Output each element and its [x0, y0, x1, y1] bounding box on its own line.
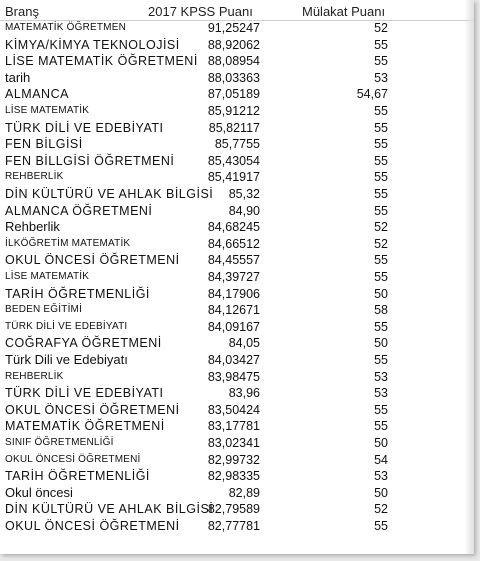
table-row[interactable] [0, 418, 474, 435]
table-row[interactable] [0, 252, 474, 269]
cell-brans[interactable]: ALMANCA ÖĞRETMENİ [5, 203, 153, 218]
cell-brans[interactable]: Rehberlik [5, 219, 60, 235]
cell-mulakat[interactable]: 58 [374, 303, 388, 318]
table-header [0, 3, 474, 20]
cell-brans[interactable]: DİN KÜLTÜRÜ VE AHLAK BİLGİSİ [5, 187, 214, 201]
cell-kpss[interactable]: 84,12671 [207, 303, 260, 318]
cell-mulakat[interactable]: 55 [374, 37, 388, 52]
table-row[interactable] [0, 402, 474, 419]
cell-brans[interactable]: MATEMATİK ÖĞRETMENİ [5, 419, 165, 434]
cell-kpss[interactable]: 85,82117 [208, 120, 260, 135]
cell-kpss[interactable]: 83,96 [228, 386, 260, 401]
cell-kpss[interactable]: 85,91212 [207, 104, 260, 118]
cell-kpss[interactable]: 84,90 [228, 203, 260, 218]
cell-mulakat[interactable]: 55 [374, 253, 388, 268]
cell-brans[interactable]: BEDEN EĞİTİMİ [5, 304, 83, 316]
cell-kpss[interactable]: 88,03363 [207, 70, 260, 85]
cell-mulakat[interactable]: 52 [374, 220, 388, 235]
cell-kpss[interactable]: 91,25247 [207, 21, 260, 35]
cell-brans[interactable]: OKUL ÖNCESİ ÖĞRETMENİ [5, 402, 180, 417]
table-row[interactable] [0, 136, 474, 153]
cell-brans[interactable]: LİSE MATEMATİK ÖĞRETMENİ [5, 54, 198, 69]
table-row[interactable] [0, 86, 474, 103]
cell-brans[interactable]: TÜRK DİLİ VE EDEBİYATI [5, 320, 128, 332]
cell-kpss[interactable]: 88,08954 [207, 54, 260, 69]
cell-brans[interactable]: İLKÖĞRETİM MATEMATİK [5, 237, 131, 249]
cell-mulakat[interactable]: 55 [374, 187, 388, 201]
table-row[interactable] [0, 485, 474, 502]
cell-mulakat[interactable]: 55 [374, 120, 388, 135]
cell-kpss[interactable]: 84,39727 [207, 270, 260, 284]
cell-mulakat[interactable]: 54 [374, 452, 388, 467]
cell-brans[interactable]: ALMANCA [5, 87, 69, 102]
table-row[interactable] [0, 70, 474, 87]
cell-kpss[interactable]: 84,45557 [207, 253, 260, 268]
table-row[interactable] [0, 319, 474, 336]
table-row[interactable] [0, 103, 474, 120]
cell-mulakat[interactable]: 52 [374, 236, 388, 251]
table-row[interactable] [0, 269, 474, 286]
cell-brans[interactable]: TARİH ÖĞRETMENLİĞİ [5, 286, 150, 301]
cell-mulakat[interactable]: 55 [374, 353, 388, 367]
cell-mulakat[interactable]: 50 [374, 436, 388, 450]
cell-mulakat[interactable]: 50 [374, 336, 388, 351]
cell-mulakat[interactable]: 55 [374, 54, 388, 69]
cell-brans[interactable]: TÜRK DİLİ VE EDEBİYATI [5, 120, 164, 135]
cell-kpss[interactable]: 88,92062 [207, 37, 260, 52]
cell-kpss[interactable]: 85,32 [228, 187, 260, 201]
cell-kpss[interactable]: 85,7755 [214, 137, 260, 152]
cell-brans[interactable]: OKUL ÖNCESİ ÖĞRETMENİ [5, 519, 180, 533]
cell-mulakat[interactable]: 55 [374, 170, 388, 185]
cell-mulakat[interactable]: 55 [374, 519, 388, 533]
table-row[interactable] [0, 20, 474, 37]
cell-kpss[interactable]: 82,98335 [207, 469, 260, 484]
cell-kpss[interactable]: 83,98475 [207, 369, 260, 384]
table-row[interactable] [0, 153, 474, 170]
table-row[interactable] [0, 369, 474, 386]
cell-mulakat[interactable]: 55 [374, 419, 388, 434]
cell-kpss[interactable]: 82,89 [228, 485, 260, 500]
cell-mulakat[interactable]: 55 [374, 319, 388, 334]
cell-kpss[interactable]: 87,05189 [207, 87, 260, 102]
cell-brans[interactable]: REHBERLİK [5, 370, 64, 382]
cell-mulakat[interactable]: 55 [374, 153, 388, 168]
cell-brans[interactable]: REHBERLİK [5, 171, 64, 183]
cell-brans[interactable]: FEN BİLLGİSİ ÖĞRETMENİ [5, 153, 175, 168]
cell-mulakat[interactable]: 55 [374, 270, 388, 284]
table-row[interactable] [0, 385, 474, 402]
column-header-brans[interactable]: Branş [5, 4, 39, 19]
cell-mulakat[interactable]: 52 [374, 21, 388, 35]
cell-brans[interactable]: Okul öncesi [5, 484, 73, 500]
cell-mulakat[interactable]: 55 [374, 203, 388, 218]
cell-brans[interactable]: KİMYA/KİMYA TEKNOLOJİSİ [5, 37, 180, 52]
table-row[interactable] [0, 53, 474, 70]
table-row[interactable] [0, 169, 474, 186]
cell-mulakat[interactable]: 53 [374, 70, 388, 85]
cell-brans[interactable]: OKUL ÖNCESİ ÖĞRETMENİ [5, 453, 141, 465]
table-row[interactable] [0, 236, 474, 253]
table-row[interactable] [0, 352, 474, 369]
cell-kpss[interactable]: 84,66512 [207, 236, 260, 251]
cell-mulakat[interactable]: 50 [374, 485, 388, 500]
table-row[interactable] [0, 219, 474, 236]
cell-kpss[interactable]: 82,79589 [207, 502, 260, 517]
column-header-kpss[interactable]: 2017 KPSS Puanı [148, 4, 253, 19]
cell-brans[interactable]: LİSE MATEMATİK [5, 271, 90, 282]
cell-kpss[interactable]: 84,03427 [207, 353, 260, 367]
cell-kpss[interactable]: 84,09167 [207, 319, 260, 334]
cell-brans[interactable]: tarih [5, 69, 31, 85]
cell-mulakat[interactable]: 54,67 [356, 87, 388, 102]
cell-kpss[interactable]: 83,17781 [207, 419, 260, 434]
column-header-mulakat[interactable]: Mülakat Puanı [302, 4, 386, 19]
table-row[interactable] [0, 435, 474, 452]
cell-mulakat[interactable]: 55 [374, 402, 388, 417]
cell-kpss[interactable]: 83,02341 [207, 436, 260, 450]
table-row[interactable] [0, 518, 474, 535]
cell-mulakat[interactable]: 53 [374, 386, 388, 401]
cell-mulakat[interactable]: 53 [374, 469, 388, 484]
cell-kpss[interactable]: 82,99732 [207, 452, 260, 467]
cell-mulakat[interactable]: 52 [374, 502, 388, 517]
table-row[interactable] [0, 120, 474, 137]
cell-brans[interactable]: SINIF ÖĞRETMENLİĞİ [5, 437, 114, 448]
cell-kpss[interactable]: 84,17906 [207, 286, 260, 301]
cell-brans[interactable]: OKUL ÖNCESİ ÖĞRETMENİ [5, 253, 180, 268]
cell-mulakat[interactable]: 53 [374, 369, 388, 384]
cell-brans[interactable]: MATEMATİK ÖĞRETMEN [5, 22, 127, 33]
cell-brans[interactable]: TARİH ÖĞRETMENLİĞİ [5, 469, 150, 484]
cell-kpss[interactable]: 84,68245 [207, 220, 260, 235]
cell-kpss[interactable]: 85,41917 [207, 170, 260, 185]
cell-brans[interactable]: TÜRK DİLİ VE EDEBİYATI [5, 386, 164, 401]
cell-mulakat[interactable]: 55 [374, 137, 388, 152]
cell-kpss[interactable]: 84,05 [228, 336, 260, 351]
table-row[interactable] [0, 452, 474, 469]
cell-kpss[interactable]: 83,50424 [207, 402, 260, 417]
cell-mulakat[interactable]: 55 [374, 104, 388, 118]
cell-brans[interactable]: LİSE MATEMATİK [5, 105, 90, 116]
table-row[interactable] [0, 186, 474, 203]
cell-brans[interactable]: COĞRAFYA ÖĞRETMENİ [5, 336, 162, 351]
table-row[interactable] [0, 302, 474, 319]
table-row[interactable] [0, 501, 474, 518]
cell-brans[interactable]: DİN KÜLTÜRÜ VE AHLAK BİLGİSİ [5, 502, 214, 517]
table-row[interactable] [0, 203, 474, 220]
cell-mulakat[interactable]: 50 [374, 286, 388, 301]
cell-brans[interactable]: Türk Dili ve Edebiyatı [5, 352, 128, 367]
cell-kpss[interactable]: 85,43054 [207, 153, 260, 168]
cell-brans[interactable]: FEN BİLGİSİ [5, 137, 83, 152]
table-row[interactable] [0, 335, 474, 352]
cell-kpss[interactable]: 82,77781 [207, 519, 260, 533]
table-row[interactable] [0, 468, 474, 485]
table-row[interactable] [0, 286, 474, 303]
table-row[interactable] [0, 37, 474, 54]
